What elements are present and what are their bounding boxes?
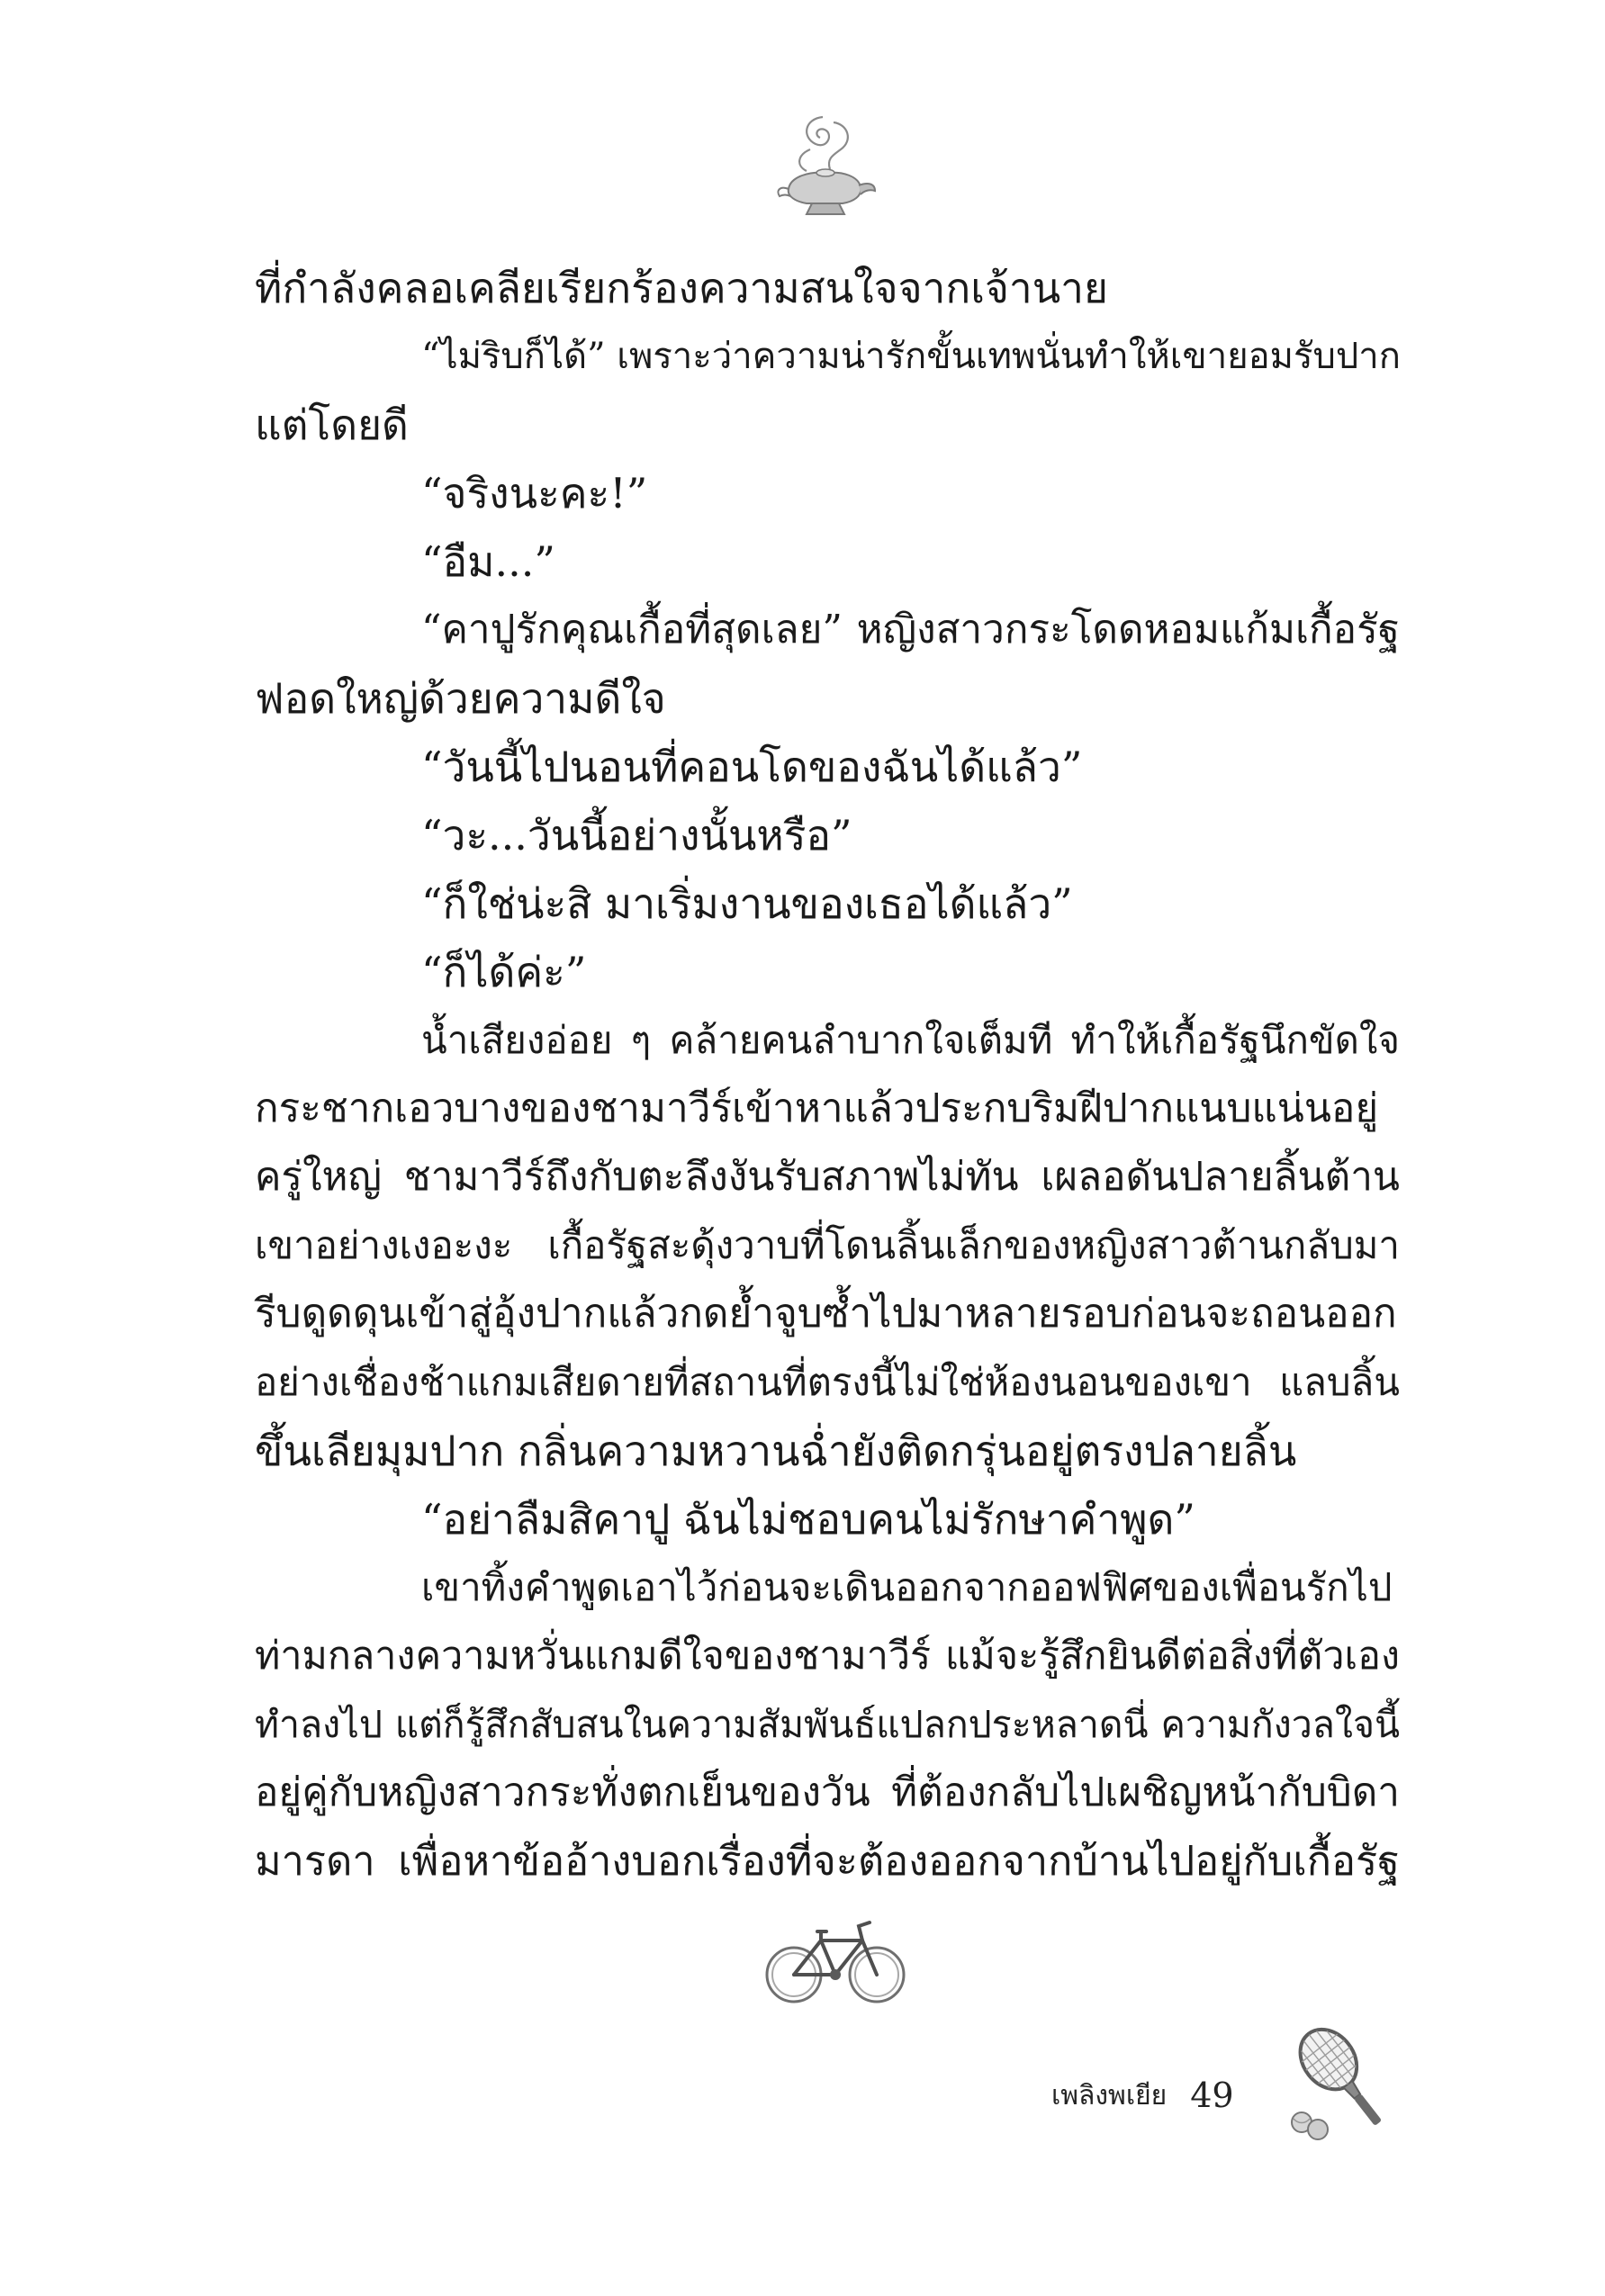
text-line: “ไม่ริบก็ได้” เพราะว่าความน่ารักขั้นเทพนั่นทำให้เขายอมรับปาก <box>421 336 1401 377</box>
running-title: เพลิงพเยีย <box>1051 2079 1168 2111</box>
text-line: ทำลงไป แต่ก็รู้สึกสับสนในความสัมพันธ์แปลกประหลาดนี่ ความกังวลใจนี้ <box>255 1703 1400 1746</box>
text-line: “วะ...วันนี้อย่างนั้นหรือ” <box>421 811 852 860</box>
body-text <box>255 254 1400 1895</box>
genie-lamp-icon <box>771 106 879 228</box>
text-line: กระชากเอวบางของชามาวีร์เข้าหาแล้วประกบริมฝีปากแนบแน่นอยู่ <box>255 1085 1379 1131</box>
text-line: น้ำเสียงอ่อย ๆ คล้ายคนลำบากใจเต็มที ทำให้เกื้อรัฐนึกขัดใจ <box>421 1018 1400 1062</box>
text-line: ขึ้นเลียมุมปาก กลิ่นความหวานฉ่ำยังติดกรุ่นอยู่ตรงปลายลิ้น <box>255 1427 1297 1475</box>
text-line: “ก็ใช่น่ะสิ มาเริ่มงานของเธอได้แล้ว” <box>421 879 1073 928</box>
text-line: “วันนี้ไปนอนที่คอนโดของฉันได้แล้ว” <box>421 743 1083 791</box>
text-line: เขาทิ้งคำพูดเอาไว้ก่อนจะเดินออกจากออฟฟิศของเพื่อนรักไป <box>421 1565 1393 1609</box>
text-line: “ก็ได้ค่ะ” <box>421 948 587 996</box>
text-line: อยู่คู่กับหญิงสาวกระทั่งตกเย็นของวัน ที่ต้องกลับไปเผชิญหน้ากับบิดา <box>255 1769 1400 1815</box>
text-line: “อย่าลืมสิคาปู ฉันไม่ชอบคนไม่รักษาคำพูด” <box>421 1495 1195 1544</box>
bicycle-icon <box>762 1910 910 2009</box>
page-footer <box>1051 2068 1234 2122</box>
text-line: “อืม...” <box>421 537 555 586</box>
text-line: ท่ามกลางความหวั่นแกมดีใจของชามาวีร์ แม้จะรู้สึกยินดีต่อสิ่งที่ตัวเอง <box>255 1634 1400 1679</box>
tennis-racket-icon <box>1278 2021 1409 2147</box>
text-line: ครู่ใหญ่ ชามาวีร์ถึงกับตะลึงงันรับสภาพไม่ทัน เผลอดันปลายลิ้นต้าน <box>255 1154 1400 1200</box>
text-line: ที่กำลังคลอเคลียเรียกร้องความสนใจจากเจ้านาย <box>255 264 1108 312</box>
text-line: แต่โดยดี <box>255 401 409 449</box>
text-line: อย่างเชื่องช้าแกมเสียดายที่สถานที่ตรงนี้ไม่ใช่ห้องนอนของเขา แลบลิ้น <box>255 1360 1400 1404</box>
text-line: เขาอย่างเงอะงะ เกื้อรัฐสะดุ้งวาบที่โดนลิ้นเล็กของหญิงสาวต้านกลับมา <box>255 1223 1400 1267</box>
text-line: รีบดูดดุนเข้าสู่อุ้งปากแล้วกดย้ำจูบซ้ำไปมาหลายรอบก่อนจะถอนออก <box>255 1291 1397 1337</box>
text-line: ฟอดใหญ่ด้วยความดีใจ <box>255 674 666 723</box>
text-line: “จริงนะคะ!” <box>421 469 648 518</box>
page-number: 49 <box>1190 2075 1234 2115</box>
text-line: “คาปูรักคุณเกื้อที่สุดเลย” หญิงสาวกระโดดหอมแก้มเกื้อรัฐ <box>421 607 1400 653</box>
text-line: มารดา เพื่อหาข้ออ้างบอกเรื่องที่จะต้องออกจากบ้านไปอยู่กับเกื้อรัฐ <box>255 1837 1400 1885</box>
